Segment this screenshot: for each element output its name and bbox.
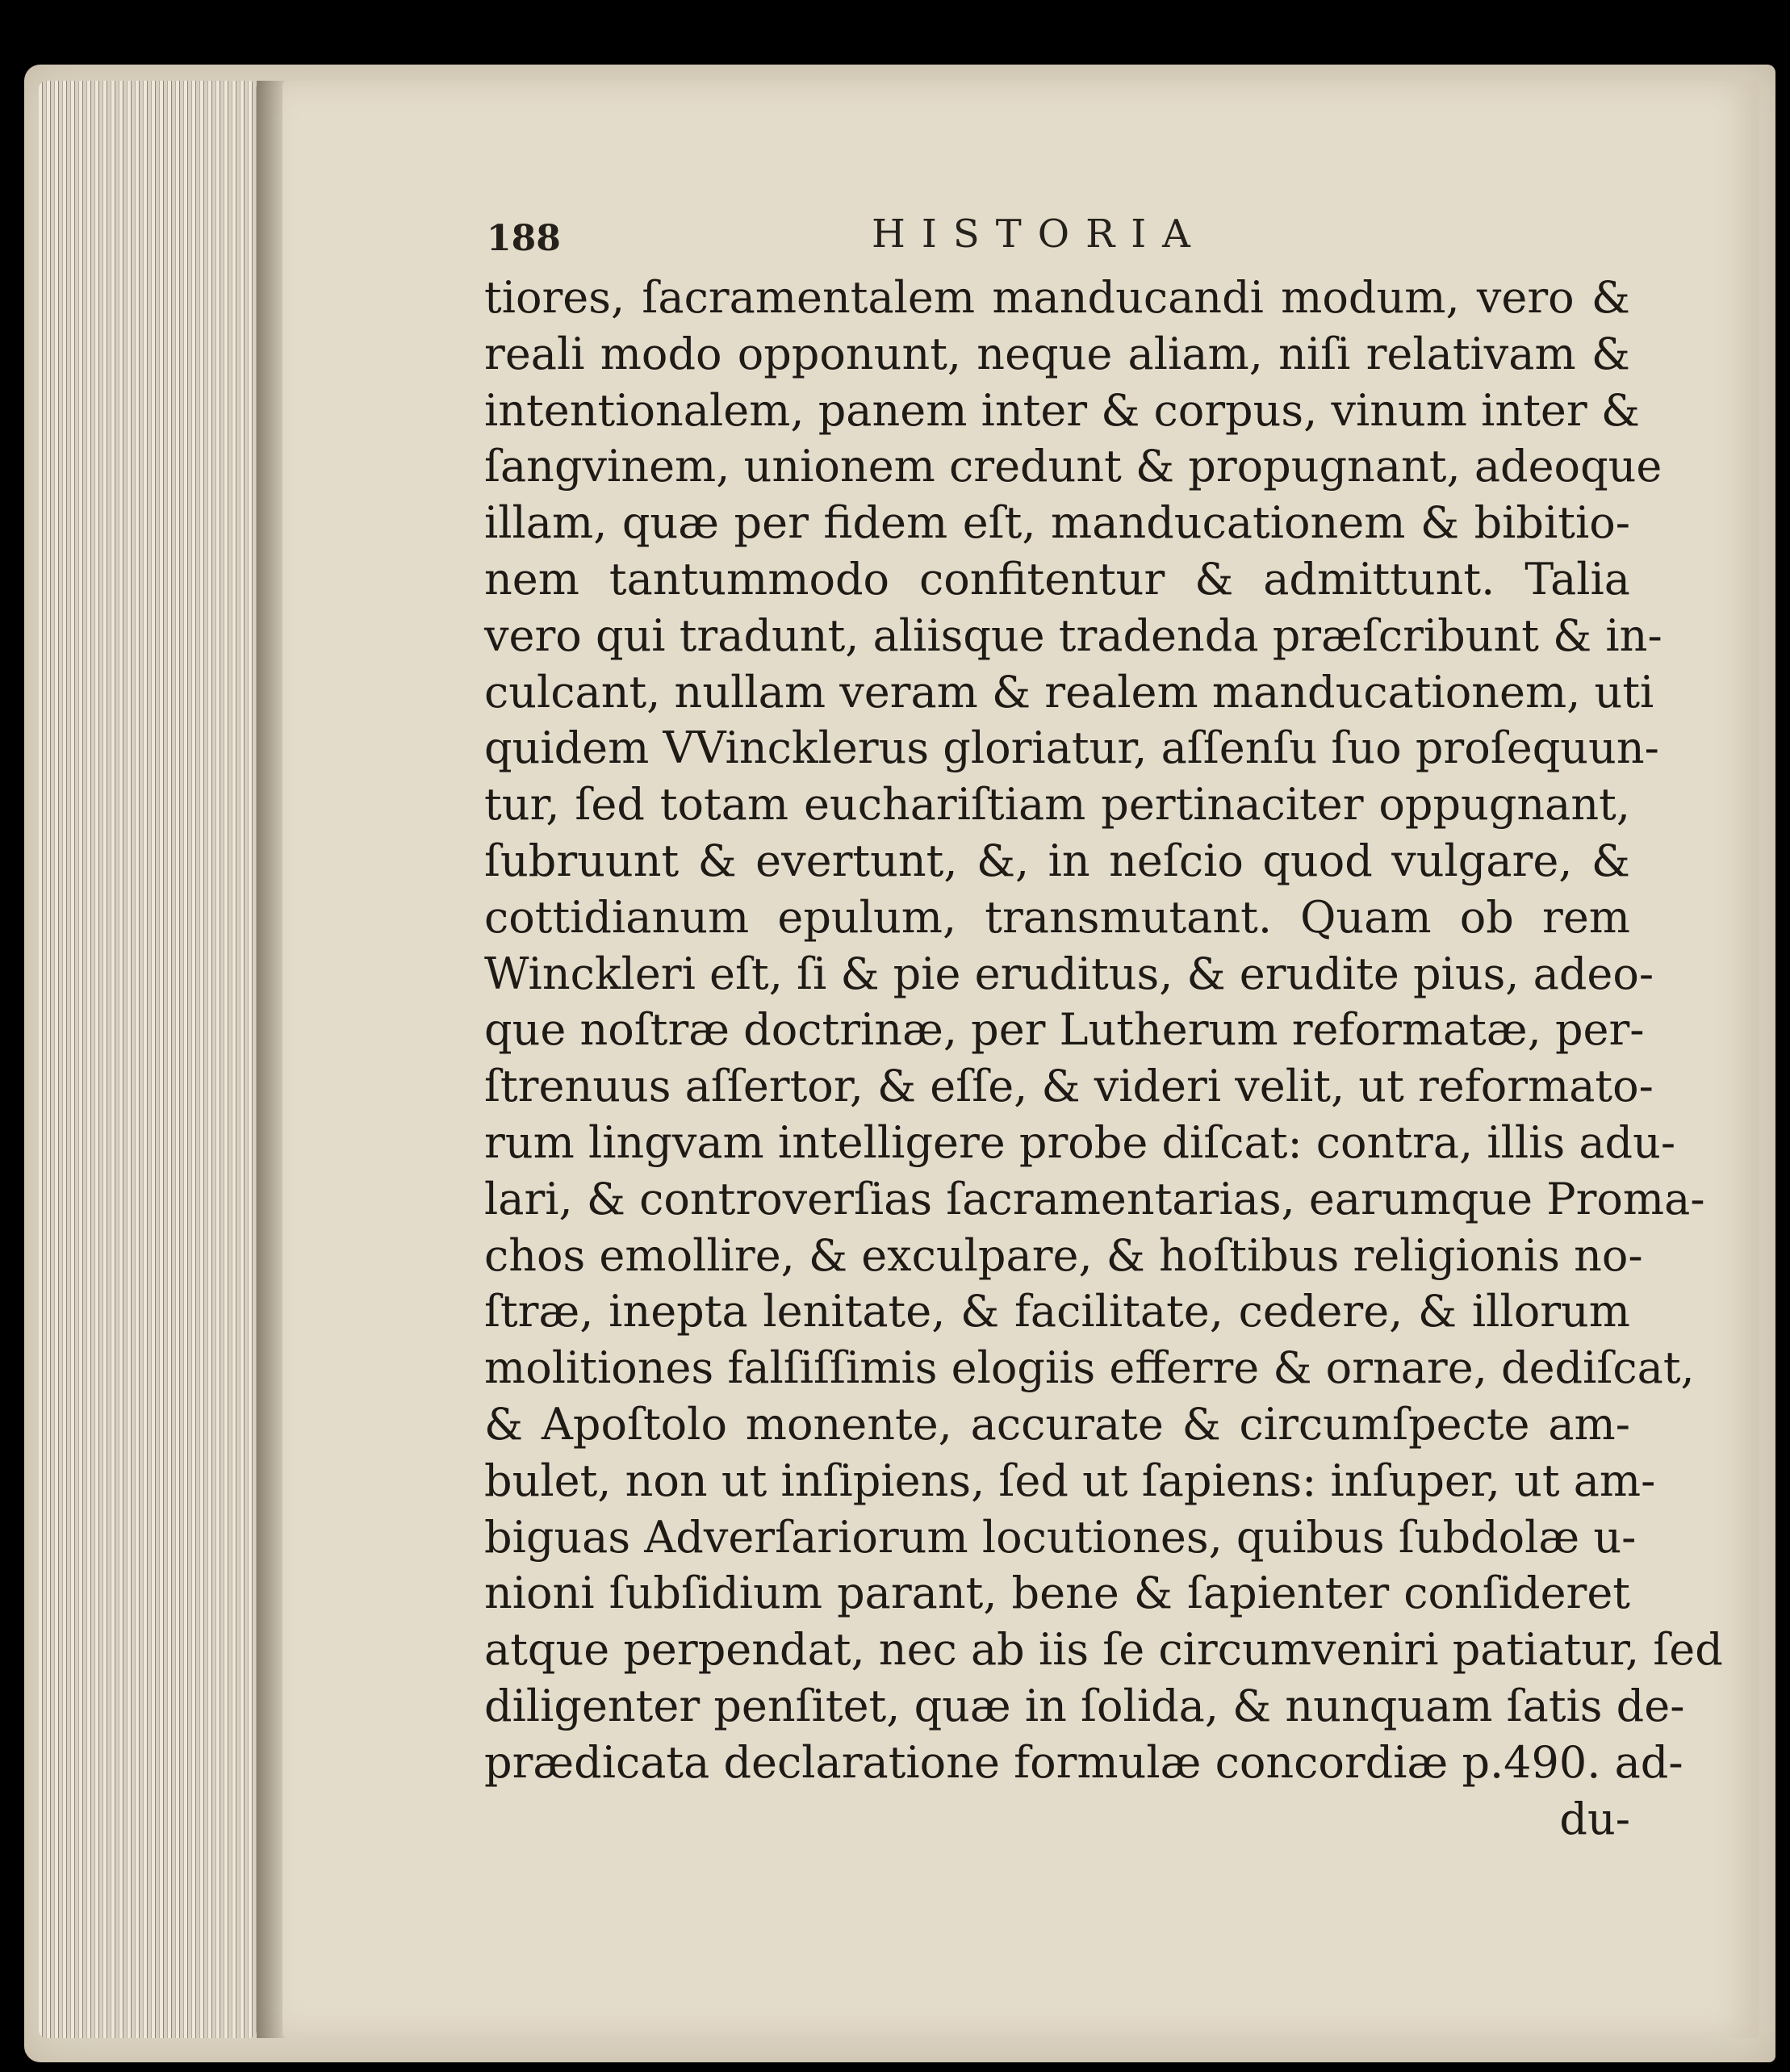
text-line: intentionalem, panem inter & corpus, vinum inter &: [484, 384, 1640, 436]
text-line: culcant, nullam veram & realem manducationem, uti: [484, 666, 1654, 718]
text-line: chos emollire, & exculpare, & hoſtibus religionis no-: [484, 1229, 1643, 1281]
text-line: illam, quæ per fidem eſt, manducationem & bibitio-: [484, 497, 1630, 549]
text-line: molitiones falſiſſimis elogiis efferre & ornare, dediſcat,: [484, 1342, 1695, 1394]
text-line: nioni ſubſidium parant, bene & ſapienter conſideret: [484, 1568, 1630, 1619]
text-line: Winckleri eſt, ſi & pie eruditus, & erudite pius, adeo-: [484, 948, 1654, 999]
text-line: que noſtræ doctrinæ, per Lutherum reformatæ, per-: [484, 1004, 1645, 1056]
catchword: du-: [1559, 1793, 1630, 1844]
text-line: vero qui tradunt, aliisque tradenda præſcribunt & in-: [484, 609, 1662, 661]
text-line: rum lingvam intelligere probe diſcat: contra, illis adu-: [484, 1116, 1676, 1168]
text-line: atque perpendat, nec ab iis ſe circumveniri patiatur, ſed: [484, 1624, 1723, 1676]
page-number: 188: [487, 218, 561, 259]
text-line: quidem VVincklerus gloriatur, aſſenſu ſuo proſequun-: [484, 722, 1659, 774]
text-line: bulet, non ut inſipiens, ſed ut ſapiens: inſuper, ut am-: [484, 1455, 1656, 1506]
text-line: ſangvinem, unionem credunt & propugnant, adeoque: [484, 441, 1662, 492]
text-line: & Apoſtolo monente, accurate & circumſpecte am-: [484, 1398, 1630, 1450]
text-line: ſtræ, inepta lenitate, & facilitate, cedere, & illorum: [484, 1286, 1630, 1337]
text-line: ſubruunt & evertunt, &, in neſcio quod vulgare, &: [484, 835, 1630, 886]
text-line: biguas Adverſariorum locutiones, quibus ſubdolæ u-: [484, 1511, 1637, 1563]
page-edges: [39, 81, 257, 2038]
body-text: [484, 270, 1723, 1847]
text-line: prædicata declaratione formulæ concordiæ p.490. ad-: [484, 1736, 1683, 1788]
text-line: nem tantummodo confitentur & admittunt. Talia: [484, 553, 1630, 605]
text-line: diligenter penſitet, quæ in ſolida, & nunquam ſatis de-: [484, 1680, 1685, 1731]
running-head: HISTORIA: [872, 211, 1207, 257]
text-line: cottidianum epulum, transmutant. Quam ob rem: [484, 891, 1630, 943]
text-line: tur, ſed totam euchariſtiam pertinaciter oppugnant,: [484, 779, 1630, 831]
text-line: reali modo opponunt, neque aliam, niſi relativam &: [484, 328, 1630, 379]
text-line: lari, & controverſias ſacramentarias, earumque Proma-: [484, 1173, 1705, 1224]
text-line: ſtrenuus aſſertor, & eſſe, & videri velit, ut reformato-: [484, 1061, 1654, 1112]
text-line: tiores, ſacramentalem manducandi modum, vero &: [484, 272, 1630, 323]
